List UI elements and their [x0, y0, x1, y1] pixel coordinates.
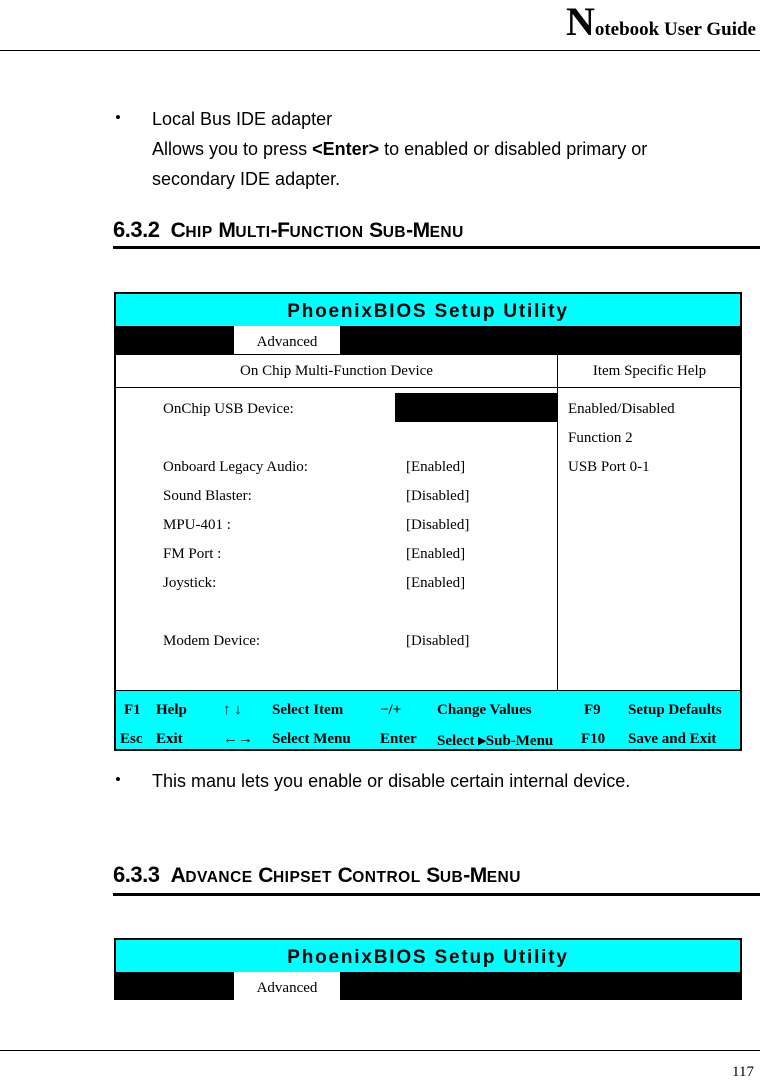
- tab-advanced[interactable]: Advanced: [234, 972, 340, 1000]
- key-select-submenu-label: Select ▸Sub-Menu: [437, 733, 554, 749]
- help-text-line: USB Port 0-1: [568, 459, 650, 475]
- bios-title: PhoenixBIOS Setup Utility: [116, 940, 740, 972]
- intro-heading: Local Bus IDE adapter: [152, 109, 333, 129]
- setting-onchip-usb[interactable]: OnChip USB Device:: [163, 401, 294, 417]
- column-divider: [557, 355, 558, 387]
- bios-menu-bar: [116, 326, 740, 354]
- section-heading-6-3-3: 6.3.3 ADVANCE CHIPSET CONTROL SUB-MENU: [113, 862, 521, 887]
- key-minus-plus: −/+: [380, 702, 402, 718]
- key-f9: F9: [584, 702, 601, 718]
- key-change-values-label: Change Values: [437, 702, 532, 718]
- key-esc: Esc: [120, 731, 143, 747]
- bios-setup-screen-2: [114, 938, 742, 1000]
- help-text-line: Function 2: [568, 430, 633, 446]
- setting-fm-port[interactable]: FM Port :: [163, 546, 222, 562]
- bullet-marker: •: [115, 770, 121, 789]
- bios-column-headers: [116, 354, 740, 388]
- key-select-menu-label: Select Menu: [272, 731, 351, 747]
- section-heading-6-3-2: 6.3.2 CHIP MULTI-FUNCTION SUB-MENU: [113, 217, 464, 242]
- section-rule: [113, 893, 760, 896]
- bios-setup-screen: [114, 292, 742, 751]
- setting-sound-blaster[interactable]: Sound Blaster:: [163, 488, 252, 504]
- value-modem-device[interactable]: [Disabled]: [406, 633, 470, 649]
- up-down-arrows-icon: ↑ ↓: [223, 702, 242, 718]
- selected-value-highlight[interactable]: [395, 393, 557, 422]
- value-sound-blaster[interactable]: [Disabled]: [406, 488, 470, 504]
- bios-title: PhoenixBIOS Setup Utility: [116, 294, 740, 326]
- key-setup-defaults-label: Setup Defaults: [628, 702, 722, 718]
- key-enter: Enter: [380, 731, 417, 747]
- tab-advanced[interactable]: Advanced: [234, 326, 340, 354]
- intro-line2: secondary IDE adapter.: [152, 169, 341, 189]
- intro-paragraph: [152, 104, 647, 194]
- bullet-marker: •: [115, 108, 121, 127]
- value-joystick[interactable]: [Enabled]: [406, 575, 466, 591]
- column-divider: [557, 388, 558, 690]
- setting-modem-device[interactable]: Modem Device:: [163, 633, 261, 649]
- menu-header: On Chip Multi-Function Device: [240, 363, 433, 379]
- bios-menu-bar: [116, 972, 740, 1000]
- key-select-item-label: Select Item: [272, 702, 344, 718]
- setting-joystick[interactable]: Joystick:: [163, 575, 217, 591]
- value-mpu-401[interactable]: [Disabled]: [406, 517, 470, 533]
- value-fm-port[interactable]: [Enabled]: [406, 546, 466, 562]
- intro-line1: Allows you to press <Enter> to enabled or disabled primary or: [152, 139, 648, 159]
- value-onboard-legacy-audio[interactable]: [Enabled]: [406, 459, 466, 475]
- bios-key-legend: [116, 690, 740, 749]
- bios-body: [116, 388, 740, 690]
- help-header: Item Specific Help: [592, 363, 707, 379]
- key-f1: F1: [124, 702, 141, 718]
- section-rule: [113, 246, 760, 249]
- key-help-label: Help: [156, 702, 187, 718]
- key-save-exit-label: Save and Exit: [628, 731, 717, 747]
- page-number: 117: [732, 1064, 754, 1080]
- setting-onboard-legacy-audio[interactable]: Onboard Legacy Audio:: [163, 459, 308, 475]
- key-f10: F10: [581, 731, 606, 747]
- header-title: Notebook User Guide: [565, 0, 756, 44]
- help-text-line: Enabled/Disabled: [568, 401, 675, 417]
- footer-rule: [0, 1050, 760, 1051]
- setting-mpu-401[interactable]: MPU-401 :: [163, 517, 231, 533]
- note-text: This manu lets you enable or disable certain internal device.: [152, 771, 631, 791]
- left-right-arrows-icon: ←→: [223, 731, 253, 747]
- key-exit-label: Exit: [156, 731, 183, 747]
